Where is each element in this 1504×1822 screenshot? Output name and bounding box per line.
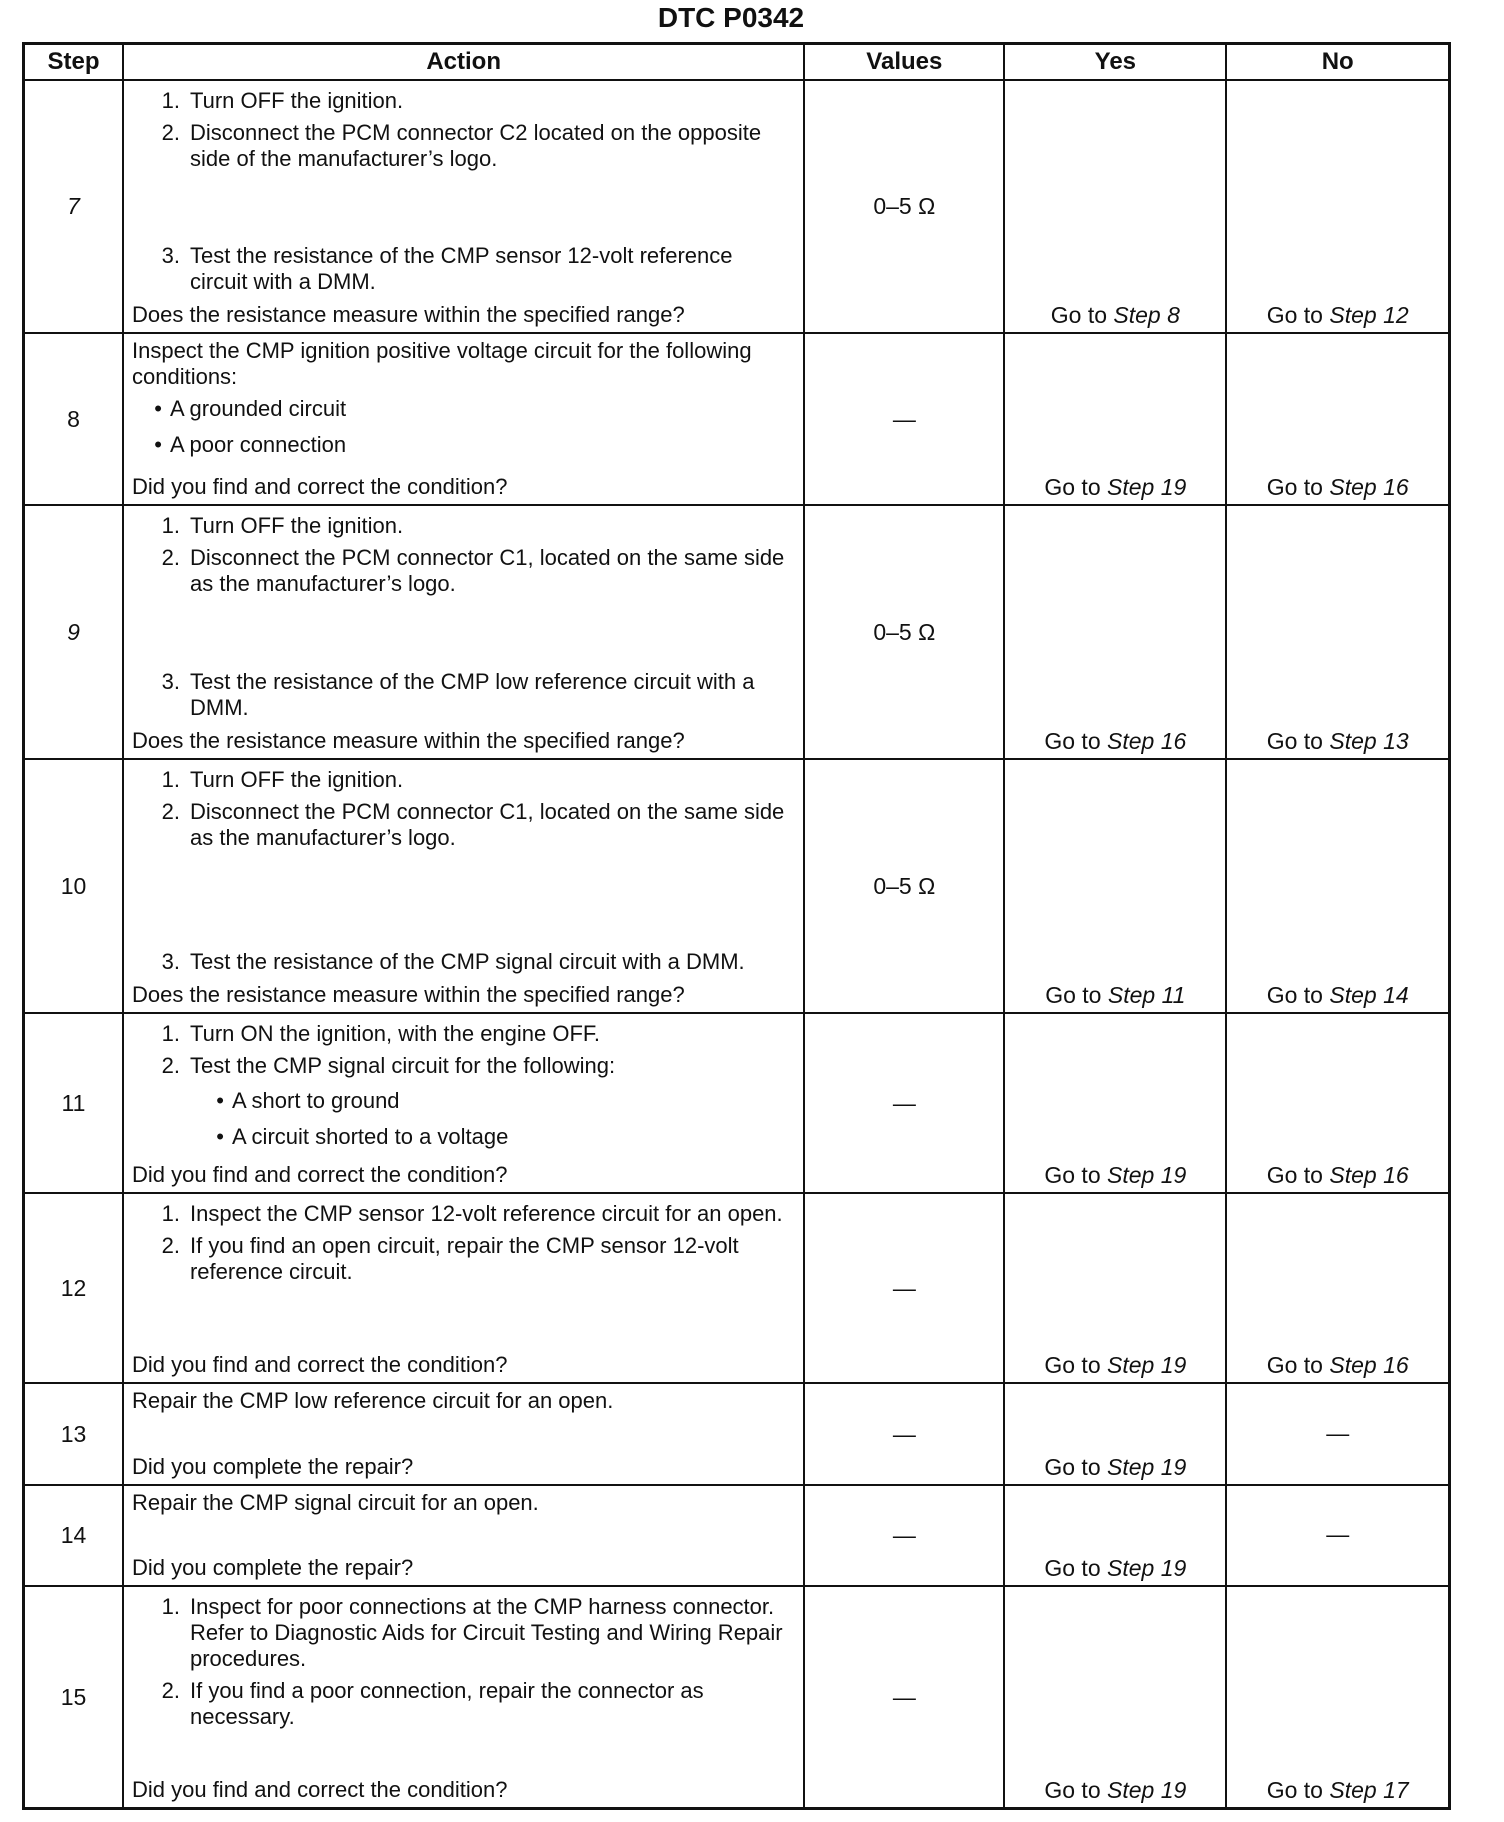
numbered-step [132,669,795,721]
title-text: DTC P0342 [657,2,805,33]
step-index: 1. [161,767,180,792]
numbered-step [132,1021,795,1047]
no-cell [1226,1013,1449,1193]
bullet-text: A grounded circuit [169,396,347,421]
numbered-step [132,767,795,793]
value-cell: 0–5 Ω [804,80,1004,333]
step-index: 3. [161,243,180,268]
step-index: 2. [161,1233,180,1258]
goto-prefix: Go to [1266,302,1330,328]
table-row [24,505,1450,759]
spacer [132,854,795,946]
step-index: 1. [161,1021,180,1046]
step-number: 11 [24,1013,123,1193]
spacer [132,175,795,240]
step-index: 2. [161,1053,180,1078]
action-content [132,510,795,754]
action-content [132,764,795,1008]
value-cell: 0–5 Ω [804,759,1004,1013]
no-cell [1226,1586,1449,1809]
step-text: Disconnect the PCM connector C1, located on the same side as the manufacturer’s logo. [189,799,785,850]
value-cell: — [804,333,1004,505]
header-action: Action [123,44,804,81]
step-index: 2. [161,545,180,570]
bullet-text: A circuit shorted to a voltage [231,1124,509,1149]
step-index: 1. [161,1201,180,1226]
step-number: 12 [24,1193,123,1383]
step-text: Test the resistance of the CMP low reference circuit with a DMM. [189,669,755,720]
goto-step-link: Step 16 [1329,1162,1409,1188]
spacer [132,1516,795,1551]
step-number: 15 [24,1586,123,1809]
goto-step-link: Step 12 [1329,302,1409,328]
step-number: 10 [24,759,123,1013]
numbered-step [132,1594,795,1672]
step-text: Inspect for poor connections at the CMP harness connector. Refer to Diagnostic Aids for Circuit Testing and Wiring Repair procedures. [189,1594,783,1671]
no-cell [1226,505,1449,759]
no-cell: — [1226,1485,1449,1586]
no-cell [1226,333,1449,505]
bullet-dot: • [216,1124,224,1149]
step-text: Test the resistance of the CMP signal circuit with a DMM. [189,949,745,974]
yes-cell [1004,333,1226,505]
spacer [132,1288,795,1348]
yes-cell [1004,1013,1226,1193]
step-index: 2. [161,120,180,145]
no-cell: — [1226,1383,1449,1485]
table-row [24,1586,1450,1809]
value-cell: — [804,1193,1004,1383]
table-row [24,1193,1450,1383]
step-text: If you find an open circuit, repair the CMP sensor 12-volt reference circuit. [189,1233,739,1284]
step-text: Test the resistance of the CMP sensor 12-volt reference circuit with a DMM. [189,243,733,294]
action-question: Does the resistance measure within the specified range? [131,728,685,753]
numbered-step [132,545,795,597]
action-question: Did you find and correct the condition? [131,1162,508,1187]
numbered-step [132,949,795,975]
goto-step-link: Step 19 [1107,1555,1187,1581]
action-intro: Repair the CMP signal circuit for an open. [131,1490,539,1515]
bullet-dot: • [154,432,162,457]
action-intro: Inspect the CMP ignition positive voltage circuit for the following conditions: [131,338,752,389]
step-number: 14 [24,1485,123,1586]
goto-prefix: Go to [1266,1162,1330,1188]
action-cell [123,1586,804,1809]
goto-prefix: Go to [1044,1352,1108,1378]
step-text: Turn OFF the ignition. [189,513,404,538]
action-content [132,85,795,328]
header-step: Step [24,44,123,81]
table-row [24,759,1450,1013]
bullet-dot: • [216,1088,224,1113]
header-yes: Yes [1004,44,1226,81]
goto-prefix: Go to [1045,982,1108,1008]
step-index: 2. [161,799,180,824]
yes-cell [1004,759,1226,1013]
action-content [132,1018,795,1188]
goto-step-link: Step 13 [1329,728,1409,754]
action-question: Did you find and correct the condition? [131,474,508,499]
bullet-item [132,432,795,458]
step-text: Turn OFF the ignition. [189,88,404,113]
goto-step-link: Step 19 [1107,1777,1187,1803]
goto-step-link: Step 19 [1107,1162,1187,1188]
page-title [0,2,1504,42]
yes-cell [1004,1586,1226,1809]
step-index: 2. [161,1678,180,1703]
yes-cell [1004,1485,1226,1586]
spacer [132,1154,795,1158]
action-cell [123,1383,804,1485]
numbered-step [132,1053,795,1079]
header-row [24,44,1450,81]
goto-prefix: Go to [1266,474,1330,500]
table-row [24,80,1450,333]
table-row [24,333,1450,505]
action-question: Does the resistance measure within the specified range? [131,302,685,327]
bullet-dot: • [154,396,162,421]
goto-step-link: Step 16 [1107,728,1187,754]
numbered-step [132,1201,795,1227]
numbered-step [132,799,795,851]
header-values: Values [804,44,1004,81]
step-index: 3. [161,669,180,694]
step-index: 1. [161,513,180,538]
step-text: Turn OFF the ignition. [189,767,404,792]
bullet-item [132,396,795,422]
action-cell [123,333,804,505]
action-question: Did you complete the repair? [131,1555,414,1580]
action-cell [123,1013,804,1193]
goto-step-link: Step 14 [1329,982,1409,1008]
yes-cell [1004,80,1226,333]
goto-prefix: Go to [1266,982,1330,1008]
diagnostic-table [22,42,1451,1810]
step-index: 1. [161,88,180,113]
table-row [24,1485,1450,1586]
action-content [132,338,795,500]
step-text: Inspect the CMP sensor 12-volt reference circuit for an open. [189,1201,783,1226]
step-number: 13 [24,1383,123,1485]
yes-cell [1004,1383,1226,1485]
goto-prefix: Go to [1044,728,1108,754]
numbered-step [132,513,795,539]
goto-step-link: Step 16 [1329,1352,1409,1378]
goto-prefix: Go to [1266,1777,1330,1803]
goto-step-link: Step 16 [1329,474,1409,500]
goto-step-link: Step 19 [1107,474,1187,500]
action-content [132,1591,795,1803]
numbered-step [132,88,795,114]
step-text: Disconnect the PCM connector C2 located on the opposite side of the manufacturer’s logo. [189,120,762,171]
action-question: Did you find and correct the condition? [131,1352,508,1377]
action-question: Does the resistance measure within the specified range? [131,982,685,1007]
action-cell [123,1485,804,1586]
value-cell: — [804,1383,1004,1485]
spacer [132,1733,795,1773]
spacer [132,1414,795,1450]
numbered-step [132,243,795,295]
table-row [24,1383,1450,1485]
numbered-step [132,1678,795,1730]
yes-cell [1004,505,1226,759]
goto-prefix: Go to [1044,1555,1108,1581]
step-text: Disconnect the PCM connector C1, located on the same side as the manufacturer’s logo. [189,545,785,596]
no-cell [1226,759,1449,1013]
no-cell [1226,80,1449,333]
value-cell: 0–5 Ω [804,505,1004,759]
numbered-step [132,120,795,172]
step-number: 8 [24,333,123,505]
bullet-item [132,1124,795,1150]
action-cell [123,505,804,759]
action-cell [123,759,804,1013]
bullet-text: A poor connection [169,432,347,457]
step-index: 1. [161,1594,180,1619]
value-cell: — [804,1586,1004,1809]
goto-step-link: Step 11 [1107,982,1186,1008]
header-no: No [1226,44,1449,81]
value-cell: — [804,1013,1004,1193]
bullet-item [132,1088,795,1114]
action-cell [123,80,804,333]
step-number: 7 [24,80,123,333]
goto-prefix: Go to [1044,1162,1108,1188]
spacer [132,600,795,666]
numbered-step [132,1233,795,1285]
goto-prefix: Go to [1266,1352,1330,1378]
step-text: If you find a poor connection, repair the connector as necessary. [189,1678,704,1729]
goto-step-link: Step 19 [1107,1352,1187,1378]
step-number: 9 [24,505,123,759]
action-cell [123,1193,804,1383]
action-question: Did you find and correct the condition? [131,1777,508,1802]
bullet-text: A short to ground [231,1088,400,1113]
goto-prefix: Go to [1266,728,1330,754]
goto-prefix: Go to [1044,1454,1108,1480]
action-intro: Repair the CMP low reference circuit for an open. [131,1388,614,1413]
spacer [132,462,795,470]
goto-prefix: Go to [1050,302,1114,328]
goto-prefix: Go to [1044,1777,1108,1803]
step-text: Test the CMP signal circuit for the following: [189,1053,616,1078]
step-text: Turn ON the ignition, with the engine OFF. [189,1021,601,1046]
action-content [132,1388,795,1480]
action-content [132,1490,795,1581]
value-cell: — [804,1485,1004,1586]
goto-prefix: Go to [1044,474,1108,500]
goto-step-link: Step 8 [1113,302,1180,328]
action-question: Did you complete the repair? [131,1454,414,1479]
action-content [132,1198,795,1378]
table-row [24,1013,1450,1193]
yes-cell [1004,1193,1226,1383]
step-index: 3. [161,949,180,974]
goto-step-link: Step 17 [1329,1777,1409,1803]
no-cell [1226,1193,1449,1383]
goto-step-link: Step 19 [1107,1454,1187,1480]
